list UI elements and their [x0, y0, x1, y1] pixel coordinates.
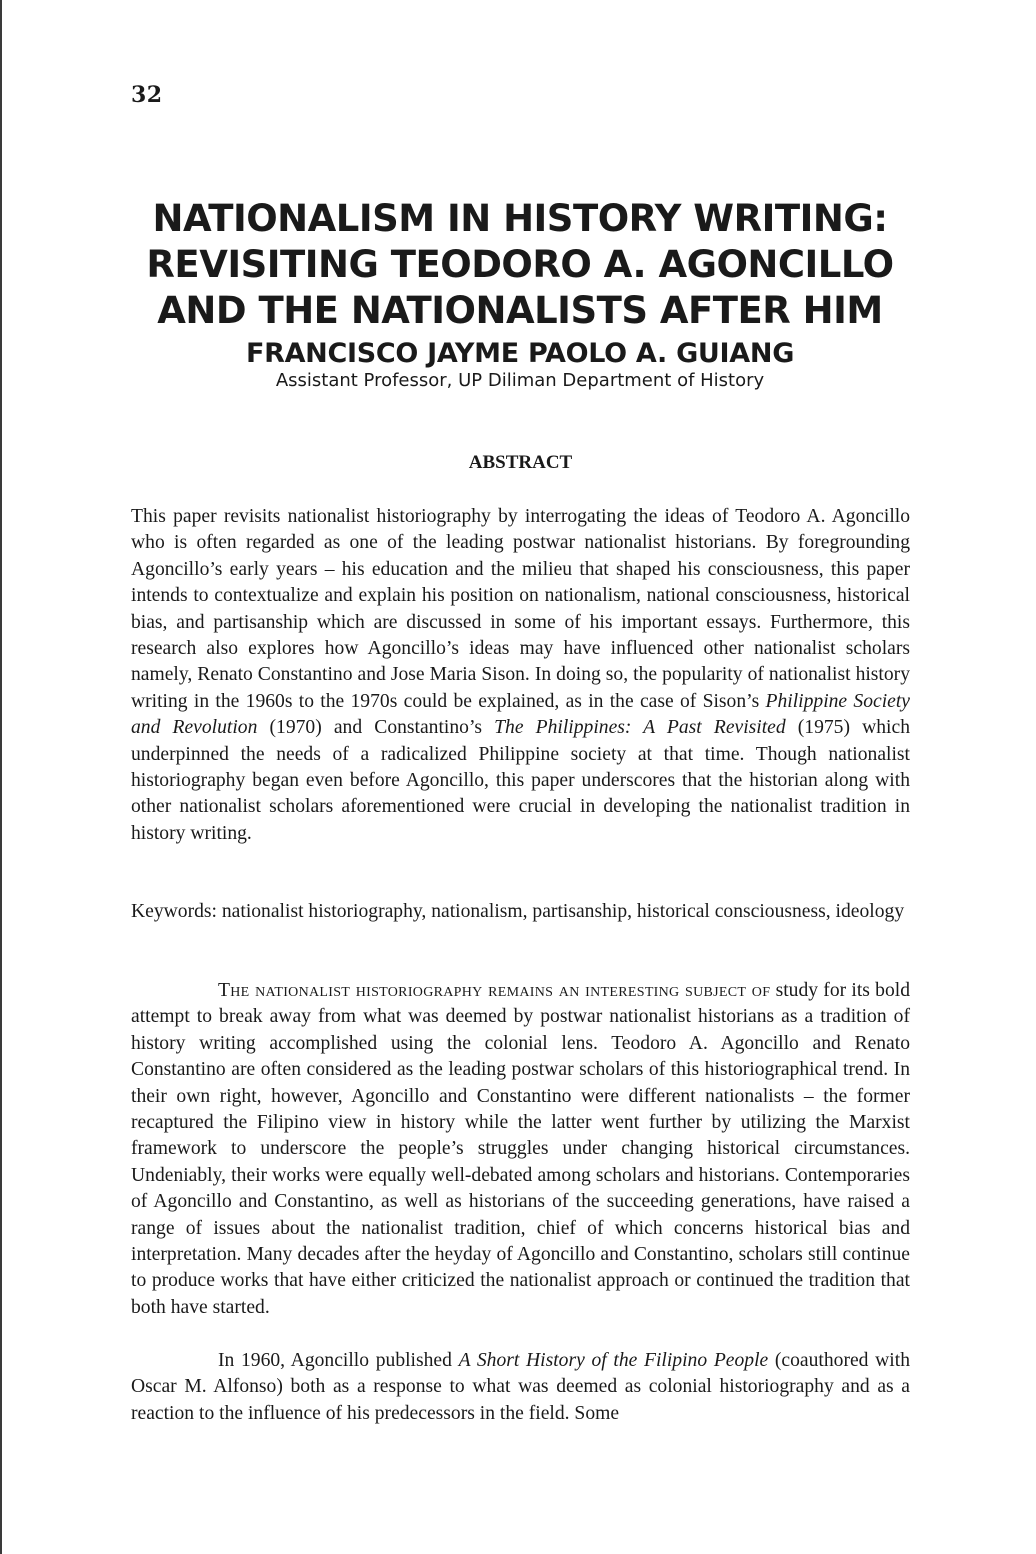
article-title-line-2: REVISITING TEODORO A. AGONCILLO [146, 243, 894, 286]
body-paragraph-1 [131, 978, 910, 1321]
article-header [60, 196, 980, 392]
author-name: FRANCISCO JAYME PAOLO A. GUIANG [245, 338, 795, 369]
body-paragraph-2-text-before: In 1960, Agoncillo published [218, 1350, 459, 1371]
body-paragraph-2 [131, 1348, 910, 1427]
author-affiliation: Assistant Professor, UP Diliman Department of History [275, 370, 765, 391]
page-number: 32 [131, 82, 163, 108]
body-paragraph-2-text-after: (coauthored with Oscar M. Alfonso) both as a response to what was deemed as colonial historiography and as a reaction to the influence of his predecessors in the field. Some [131, 1350, 910, 1424]
abstract-book-title-1: Philippine Society and Revolution [131, 690, 910, 739]
abstract-heading: ABSTRACT [468, 452, 573, 473]
article-title-line-3: AND THE NATIONALISTS AFTER HIM [157, 289, 883, 332]
abstract-text-part-2: (1970) and Constantino’s [257, 717, 495, 739]
abstract-text-part-1: This paper revisits nationalist historiography by interrogating the ideas of Teodoro A. Agoncillo who is often regarded as one of the leading postwar nationalist historians. By foregrounding Agoncillo’s early years – his education and the milieu that shaped his consciousness, this paper intends to contextualize and explain his position on nationalism, national consciousness, historical bias, and partisanship which are discussed in some of his important essays. Furthermore, this research also explores how Agoncillo’s ideas may have influenced other nationalist scholars namely, Renato Constantino and Jose Maria Sison. In doing so, the popularity of nationalist history writing in the 1960s to the 1970s could be explained, as in the case of Sison’s [131, 506, 910, 712]
body-paragraph-1-text: study for its bold attempt to break away from what was deemed by postwar nationalist historians as a tradition of history writing accomplished using the colonial lens. Teodoro A. Agoncillo and Renato Constantino are often considered as the leading postwar scholars of this historiographical trend. In their own right, however, Agoncillo and Constantino were different nationalists – the former recaptured the Filipino view in history while the latter went further by utilizing the Marxist framework to underscore the people’s struggles under changing historical circumstances. Undeniably, their works were equally well-debated among scholars and historians. Contemporaries of Agoncillo and Constantino, as well as historians of the succeeding generations, have raised a range of issues about the nationalist tradition, chief of which concerns historical bias and interpretation. Many decades after the heyday of Agoncillo and Constantino, scholars still continue to produce works that have either criticized the nationalist approach or continued the tradition that both have started. [131, 980, 911, 1318]
abstract-text-part-3: (1975) which underpinned the needs of a radicalized Philippine society at that time. Though nationalist historiography began even before Agoncillo, this paper underscores that the historian along with other nationalist scholars aforementioned were crucial in developing the nationalist tradition in history writing. [131, 717, 910, 844]
body-paragraph-2-book-title: A Short History of the Filipino People [458, 1350, 769, 1371]
abstract-paragraph [131, 504, 910, 847]
keywords-line: Keywords: nationalist historiography, nationalism, partisanship, historical consciousness, ideology [131, 901, 905, 922]
body-paragraph-1-lead-in: The nationalist historiography remains an interesting subject of [218, 980, 771, 1001]
page-edge-rule [0, 0, 2, 1554]
article-title-line-1: NATIONALISM IN HISTORY WRITING: [152, 197, 888, 240]
abstract-book-title-2: The Philippines: A Past Revisited [494, 717, 786, 739]
